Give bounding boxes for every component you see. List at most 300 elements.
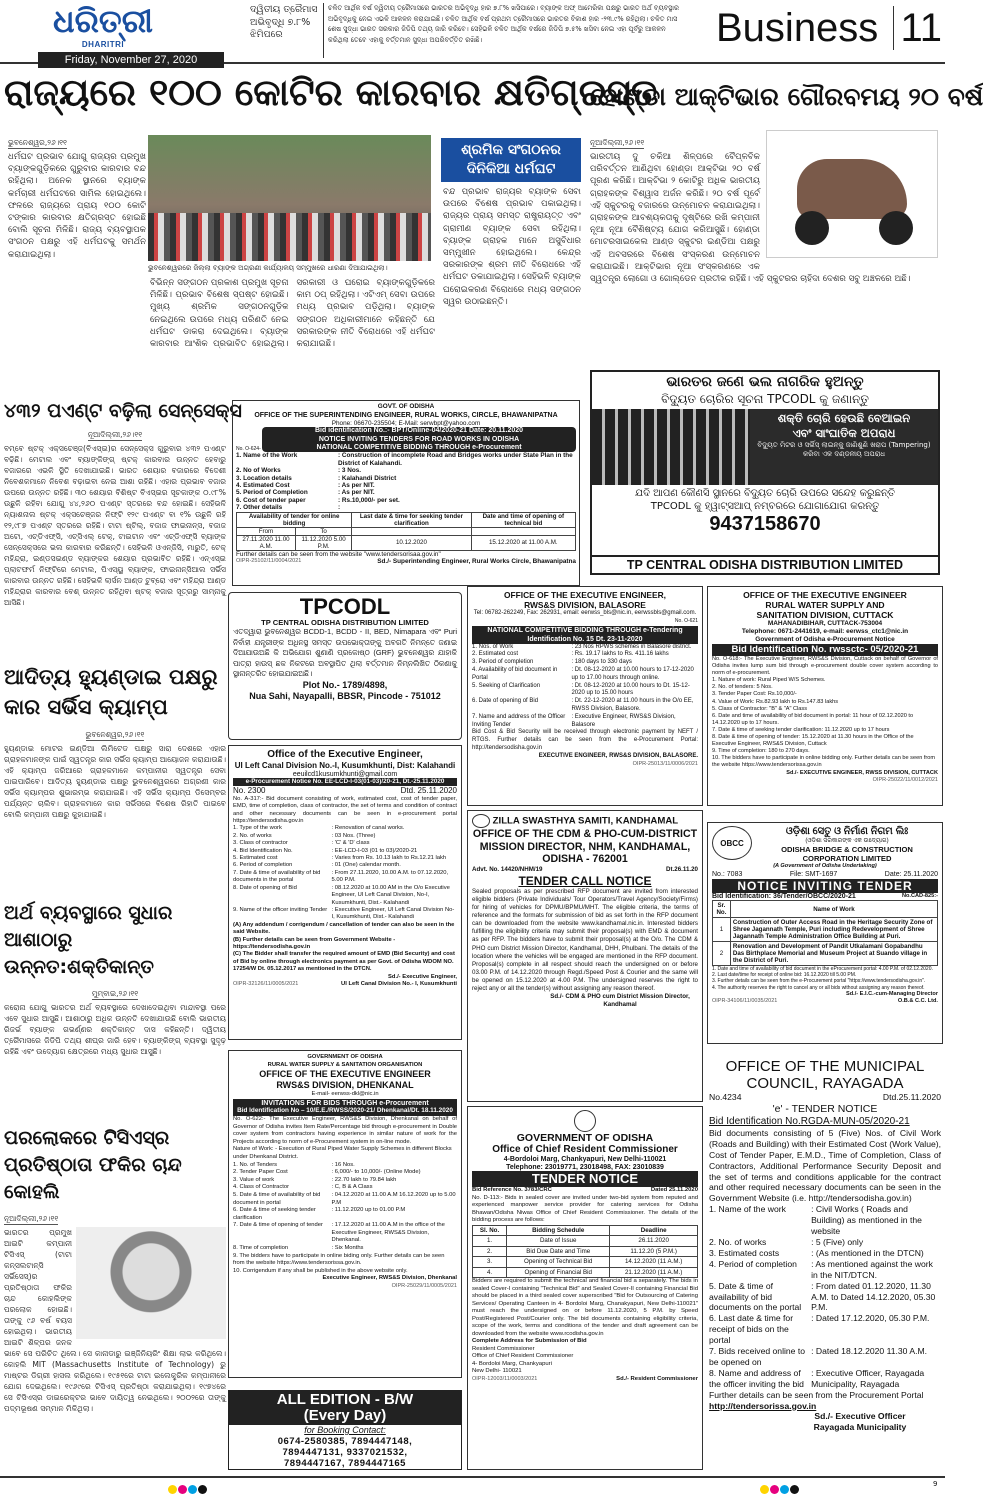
folio: 9	[933, 1480, 938, 1488]
detail-row	[233, 855, 457, 862]
ref-no: OIPR-12003/11/0003/2021	[472, 1375, 538, 1382]
address-title: Complete Address for Submission of Bid	[472, 1338, 587, 1344]
detail-value: : As per NIT.	[338, 489, 576, 496]
phone-numbers: 7894447131, 9337021532,	[282, 1447, 408, 1458]
detail-row	[233, 907, 457, 922]
honda-story	[590, 130, 938, 360]
td: 3.	[473, 1257, 507, 1268]
notice-no: No.4234	[709, 1092, 742, 1102]
notice-body: Bidders are required to submit the technical and financial bid a separately. The bids in sealed Cover-I containing "Technical Bid" and Sealed Cover-II containing Financial Bid should be placed in a third sealed cover superscribed "Bid for Outsourcing of Catering Services/ Operating Canteen in 4- Bordoloi Marg, Chanakyapuri, New Delhi-110021" must reach the undersigned on or before 11.12.2020, 5 P.M. by Speed Post/Registered Post/Courier only. The bid documents containing eligibility criteria, scope of the work, terms and conditions of the tender and draft agreement can be downloaded from the website www.rcodisha.gov.in	[472, 1278, 698, 1337]
detail-value: : 03 Nos. (Three)	[332, 833, 457, 840]
signature: Sd./- EXECUTIVE ENGINEER, RWSS DIVISION, CUTTACK	[786, 769, 938, 776]
notice-dhenkanal	[228, 1050, 462, 1378]
signature: Executive Engineer, RWS&S Division, Dhenkanal	[322, 1275, 457, 1282]
notice-office: RURAL WATER SUPPLY AND	[765, 600, 885, 610]
notice-contact: Tel: 06782-262249, Fax: 262931, email: eerwss_bls@nic.in, eerwssbls@gmail.com.	[473, 610, 697, 616]
detail-label: 2. Tender Paper Cost	[233, 1169, 288, 1176]
company-name: TP CENTRAL ODISHA DISTRIBUTION LIMITED	[261, 618, 429, 627]
detail-label: 7. Name and address of the Officer Inviting Tender	[472, 713, 566, 728]
story-body: ଭାରତର ପ୍ରମୁଖ ଆଇଟି କମ୍ପାନୀ ଟିସିଏସ୍ (ଟାଟା କନ୍‌ସଲଟାନ୍‌ସି ସର୍ଭିସେସ୍)ର ପ୍ରତିଷ୍ଠାତା ଫକିର ଚାନ୍ଦ କୋହଲିଙ୍କ ପରଲୋକ ହୋଇଛି। ତାଙ୍କୁ ୯୬ ବର୍ଷ ବୟସ ହୋଇଥିଲା। ଭାରତୀୟ ଆଇଟି ଶିଳ୍ପର ଜନକ ଭାବେ ସେ ପରିଚିତ ଥିଲେ। ସେ କାନାଡାରୁ ଇଞ୍ଜିନିୟରିଂ ଶିକ୍ଷା ଲାଭ କରିଥିଲେ। କୋହଲି MIT (Massachusetts Institute of Technology) ରୁ ମାଷ୍ଟର ଡିଗ୍ରୀ ହାସଲ କରିଥିଲେ। ୧୯୫୧ରେ ଟାଟା ଇଲେକ୍ଟ୍ରିକ କମ୍ପାନୀରେ ଯୋଗ ଦେଇଥିଲେ। ୧୯୬୯ରେ ଟିସିଏସ୍ ପ୍ରତିଷ୍ଠା କରାଯାଇଥିଲା। ୧୯୭୪ରେ ସେ ଟିସିଏସ୍‌ର ଡାଇରେକ୍ଟର ଭାବେ ଦାୟିତ୍ୱ ନେଇଥିଲେ। ୨୦୦୨ରେ ତାଙ୍କୁ ପଦ୍ମଭୂଷଣ ସମ୍ମାନ ମିଳିଥିଲା।	[4, 1228, 226, 1413]
detail-label: 1. Nos. of Work	[472, 643, 514, 650]
notice-date: Dtd.25.11.2020	[882, 1092, 941, 1102]
whatsapp-number: 9437158670	[709, 513, 821, 535]
td: 11.12.2020 5.00 P.M.	[295, 535, 351, 550]
strike-headline: ଶ୍ରମିକ ସଂଗଠନର ଦିନିକିଆ ଧର୍ମଘଟ	[441, 138, 581, 182]
footer-rule	[0, 1476, 945, 1478]
aditya-story	[4, 662, 226, 898]
detail-label: 8. Time of completion	[233, 1245, 289, 1252]
th: Date and time of opening of technical bid	[471, 512, 575, 527]
procurement-link[interactable]: http://tendersorissa.gov.in	[709, 1400, 817, 1411]
ad-title: ALL EDITION - B/W	[276, 1391, 414, 1408]
bid-id: Identification No. 15 Dt. 23-11-2020	[527, 635, 643, 643]
notice-title: NATIONAL COMPETITIVE BIDDING THROUGH e-Tendering	[487, 626, 683, 634]
ad-title: (Every Day)	[303, 1407, 387, 1424]
notice-title: INVITATIONS FOR BIDS THROUGH e-Procurement	[261, 1099, 429, 1107]
signature: Rayagada Municipality	[813, 1422, 907, 1433]
notice-office: RWS&S DIVISION, BALASORE	[524, 600, 646, 610]
detail-row	[233, 1177, 457, 1185]
bidding-schedule-table	[472, 1225, 698, 1279]
notice-office: RWS&S DIVISION, DHENKANAL	[276, 1080, 414, 1091]
notice-office: OFFICE OF THE EXECUTIVE ENGINEER	[259, 1069, 431, 1080]
notice-email: eeuilcd1kusumkhunti@gmail.com	[292, 771, 398, 778]
address-line: New Delhi- 110021	[472, 1368, 522, 1374]
detail-label: 5. Period of Completion	[236, 489, 308, 497]
address-line: Resident Commissioner	[472, 1345, 535, 1352]
story-body: ଧର୍ମଘଟ ପ୍ରଭାବ ଯୋଗୁ ରାଜ୍ୟର ପ୍ରମୁଖ ବ୍ୟାଙ୍କଗୁଡ଼ିକରେ ଗୁରୁବାର କାରବାର ବନ୍ଦ ରହିଥିଲା। ଅନେକ ସ୍ଥାନରେ ବ୍ୟାଙ୍କ କର୍ମଚାରୀ ଧର୍ମଘଟରେ ସାମିଲ ହୋଇଥିଲେ। ଫଳରେ ରାଜ୍ୟରେ ପ୍ରାୟ ୧୦୦ କୋଟି ଟଙ୍କାର କାରବାର କ୍ଷତିଗ୍ରସ୍ତ ହୋଇଛି ବୋଲି ସୂଚନା ମିଳିଛି। ରାଜ୍ୟ ବ୍ୟବସ୍ଥାପକ ସଂଗଠନ ପକ୍ଷରୁ ଏହି ଧର୍ମଘଟକୁ ସମର୍ଥନ କରାଯାଇଥିଲା।	[8, 152, 146, 260]
phone-numbers: 7894447167, 7894447165	[284, 1458, 406, 1469]
bid-id: Bid Identification No – 10/E.E./RWSS/2020-21/ Dhenkanal/Dt. 18.11.2020	[237, 1107, 453, 1115]
detail-value: : Renovation of canal works.	[332, 825, 457, 832]
detail-value: : Dt. 08-12-2020 at 10.00 hours to Dt. 15-12-2020 up to 15.00 hours	[571, 683, 698, 699]
dateline: ନୂଆଦିଲ୍ଲୀ,୨୬।୧୧	[4, 1214, 59, 1223]
detail-row	[472, 651, 698, 659]
detail-label: 3. Class of contractor	[233, 840, 288, 847]
detail-label: 7. Other details	[236, 504, 283, 512]
detail-label: 5. Date & time of availability of bid document in portal	[233, 1191, 321, 1206]
booking-ad	[228, 1390, 462, 1470]
headline: ୪୩୨ ପଏଣ୍ଟ ବଢ଼ିଲା ସେନ୍‌ସେକ୍ସ	[4, 400, 242, 422]
detail-row	[233, 1222, 457, 1245]
signature: Sd./- Superintending Engineer, Rural Works Circle, Bhawanipatna	[377, 558, 576, 566]
registration-dot	[780, 1485, 789, 1494]
detail-row	[233, 825, 457, 832]
detail-value: : 01 (One) calendar month.	[332, 862, 457, 869]
notice-footer: Further details can be seen from the Procurement Portal	[709, 1389, 924, 1400]
note: (A) Any addendum / corrigendum / cancellation of tender can also be seen in the said Website.	[233, 921, 455, 936]
notice-rayagada	[709, 1058, 941, 1470]
story-body: କରୋନା ଯୋଗୁ ଭାରତର ଅର୍ଥ ବ୍ୟବସ୍ଥାରେ ଦେଖାଦେଇଥିବା ମାନ୍ଦାବସ୍ଥା ପରେ ଏବେ ସୁଧାର ଆସୁଛି। ଆଶାଠାରୁ ଅଧିକ ଉନ୍ନତି ଦେଖାଯାଉଛି ବୋଲି ଭାରତୀୟ ରିଜର୍ଭ ବ୍ୟାଙ୍କ ଗଭର୍ଣ୍ଣର ଶକ୍ତିକାନ୍ତ ଦାସ କହିଛନ୍ତି। ଦ୍ୱିତୀୟ ତ୍ରୈମାସରେ ଜିଡିପି ତଥ୍ୟ ଶୀଘ୍ର ଜାରି ହେବ। ବ୍ୟାଙ୍କିଙ୍ଗ୍ ବ୍ୟବସ୍ଥା ସୁଦୃଢ଼ ରହିଛି ଏବଂ ଉଦ୍ୟୋଗ କ୍ଷେତ୍ରରେ ମଧ୍ୟ ସୁଧାର ଆସୁଛି।	[4, 1003, 226, 1056]
detail-row	[233, 1192, 457, 1207]
td: 15.12.2020 at 11.00 A.M.	[471, 535, 575, 550]
ad-subtitle: for Booking Contact:	[304, 1425, 386, 1435]
detail-label: 8. Name and address of the officer inviting the bid	[709, 1367, 804, 1389]
note: 9. The bidders have to participate in online biding only. Further details can be seen from the website https://www.tendersorissa.gov.in.	[233, 1252, 445, 1267]
registration-dot	[168, 1485, 177, 1494]
notice-tpcodl-grf	[228, 592, 462, 740]
signature: Sd./- Executive Engineer,	[388, 973, 457, 980]
detail-row	[472, 659, 698, 667]
notice-balasore	[467, 586, 703, 806]
notice-office: OFFICE OF THE CDM & PHO-CUM-DISTRICT MISSION DIRECTOR, NHM, KANDHAMAL, ODISHA - 762001	[472, 828, 698, 866]
detail-label: 2. No. of works	[233, 832, 272, 839]
list-item: 1. Nature of work: Rural Piped W/S Schemes.	[712, 677, 826, 684]
notice-email: E-mail- eerwss-dkl@nic.in	[311, 1091, 379, 1098]
detail-row	[233, 885, 457, 907]
detail-row	[233, 1207, 457, 1222]
ad-warning: ଶକ୍ତି ଚୋରି ହେଉଛି ବେଆଇନ	[777, 411, 911, 425]
detail-row	[236, 482, 576, 489]
td: 1	[713, 918, 731, 942]
main-story-col2: ବିଭିନ୍ନ ସଙ୍ଗଠନ ପ୍ରକାଶ ପ୍ରମୁଖ ସୂଚନା ମିଳିଛି। ପ୍ରଭାବ ବିଶେଷ ସ୍ପଷ୍ଟ ହୋଇଛି। ମୁଖ୍ୟ ଶ୍ରମିକ ସଙ୍ଗଠନଗୁଡ଼ିକ ନେଇଥିଲେ ଉପରେ ମଧ୍ୟ ପରିଣତି ନେଇ ଧର୍ମଘଟ ଡାକରା ଦେଇଥିଲେ। ବ୍ୟାଙ୍କ କାରବାର ଆଂଶିକ ପ୍ରଭାବିତ ହୋଇଥିଲା। ସରକାରୀ ଓ ଘରୋଇ ବ୍ୟାଙ୍କଗୁଡ଼ିକରେ କାମ ଠପ୍ ରହିଥିଲା। ଏଟିଏମ୍ ସେବା ଉପରେ ମଧ୍ୟ ପ୍ରଭାବ ପଡ଼ିଥିଲା। ବ୍ୟାଙ୍କ ସଙ୍ଗଠନ ଅଧିକାରୀମାନେ କହିଛନ୍ତି ଯେ ସରକାରଙ୍କ ନୀତି ବିରୋଧରେ ଏହି ଧର୍ମଘଟ କରାଯାଇଛି।	[150, 278, 435, 350]
td: Opening of Technical Bid	[507, 1257, 610, 1268]
detail-value: : 16 Nos.	[332, 1162, 457, 1170]
headline: ଆଦିତ୍ୟ ହ୍ୟୁଣ୍ଡାଇ ପକ୍ଷରୁ କାର ସର୍ଭିସ କ୍ୟାମ୍ପ	[4, 665, 218, 719]
notice-intro: No. A-317:- Bid document consisting of work, estimated cost, cost of tender paper, EMD, time of completion, class of contractor, the set of terms and condition of contract and other necessary documents can be seen in e-procurement portal https://tendersodisha.gov.in	[233, 795, 457, 825]
notice-intro: No. O-618:- The Executive Engineer, RWS&S Division, Cuttack on behalf of Governor of Odisha invites lump sum bid through e-procurement double cover system according to norm of e-procurement.	[712, 656, 938, 677]
story-body: ଭାରତୀୟ ଦୁ ଚକିଆ ଶିଳ୍ପରେ ବୈପ୍ଳବିକ ପରିବର୍ତ୍ତନ ଆଣିଥିବା ହୋଣ୍ଡା ଆକ୍ଟିଭା ୨୦ ବର୍ଷ ପୂରଣ କରିଛି। ଆକ୍ଟିଭା ୨ କୋଟିରୁ ଅଧିକ ଭାରତୀୟ ଗ୍ରାହକଙ୍କ ବିଶ୍ୱାସ ଅର୍ଜନ କରିଛି। ୨୦ ବର୍ଷ ପୂର୍ବେ ଏହି ସ୍କୁଟରକୁ ବଜାରରେ ଉନ୍ମୋଚନ କରାଯାଇଥିଲା। ଗ୍ରାହକଙ୍କ ଆବଶ୍ୟକତାକୁ ଦୃଷ୍ଟିରେ ରଖି କମ୍ପାନୀ ନୂଆ ନୂଆ ବୈଶିଷ୍ଟ୍ୟ ଯୋଗ କରିଆସୁଛି। ହୋଣ୍ଡା ମୋଟରସାଇକେଲ ଆଣ୍ଡ ସ୍କୁଟର ଇଣ୍ଡିଆ ପକ୍ଷରୁ ଏହି ଅବସରରେ ବିଶେଷ ସଂସ୍କରଣ ଉନ୍ମୋଚନ କରାଯାଇଛି। ଆକ୍ଟିଭାର ନୂଆ ସଂସ୍କରଣରେ ଏକ ସ୍ୱତନ୍ତ୍ର ଲୋଗୋ ଓ ଗୋଲ୍ଡେନ ପ୍ରତୀକ ରହିଛି। ଏହି ସ୍କୁଟରର ଚାହିଦା ଦେଶର ସବୁ ଅଞ୍ଚଳରେ ଅଛି।	[590, 152, 911, 285]
list-item: 9. Time of completion: 180 to 270 days.	[712, 748, 810, 755]
notice-title: NOTICE INVITING TENDERS FOR ROAD WORKS IN ODISHA	[318, 435, 520, 443]
notice-address: 4-Bordoloi Marg, Chankyapuri, New Delhi-110021	[503, 1156, 667, 1163]
list-item: 3. Further details can be seen from the e-Procurement portal "https://www.tendersodisha.gov.in".	[712, 978, 926, 985]
address-line: 4- Bordoloi Marg, Chankyapuri	[472, 1360, 552, 1367]
detail-label: 1. Name of the work	[709, 1204, 786, 1215]
detail-rows	[709, 1204, 941, 1389]
issue-date: Friday, November 27, 2020	[38, 52, 224, 68]
detail-value: : Dated 18.12.2020 11.30 A.M.	[811, 1346, 941, 1368]
signature: EXECUTIVE ENGINEER, RWS&S DIVISION, BALASORE.	[538, 752, 698, 759]
notice-bhawanipatna	[232, 400, 580, 586]
td: Bid Due Date and Time	[507, 1246, 610, 1257]
notice-crc	[467, 1106, 703, 1470]
address: Plot No.- 1789/4898,	[302, 679, 388, 690]
page-number: 11	[893, 6, 942, 50]
td: 2	[713, 942, 731, 966]
tender-schedule-table	[236, 512, 576, 551]
headline: ପରଲୋକରେ ଟିସିଏସ୍‌ର ପ୍ରତିଷ୍ଠାତା ଫକିର ଚାନ୍ଦ କୋହଲି	[4, 1127, 182, 1203]
list-item: 2. Last date/time for receipt of online bid: 16.12.2020 till 5.00 PM.	[712, 972, 857, 979]
detail-value: : Executive Engineer, RWS&S Division, Balasore	[571, 714, 698, 730]
main-headline: ରାଜ୍ୟରେ ୧୦୦ କୋଟିର କାରବାର କ୍ଷତିଗ୍ରସ୍ତ	[4, 71, 658, 114]
detail-label: 6. Last date & time for receipt of bids on the portal	[709, 1313, 794, 1346]
teaser-text: ଚଳିତ ଆର୍ଥିକ ବର୍ଷ ଦ୍ୱିତୀୟ ତ୍ରୈମାସରେ ଭାରତର ଅଭିବୃଦ୍ଧି ହାର ୭.୮% ଖସିପାରେ। ବ୍ୟାଙ୍କ ଅଫ୍ ଆମେରିକା ପକ୍ଷରୁ ଭାରତ ଅର୍ଥ ବ୍ୟବସ୍ଥାର ଅଭିବୃଦ୍ଧିକୁ ନେଇ ଏଭଳି ଆକଳନ କରାଯାଇଛି। ଚଳିତ ଆର୍ଥିକ ବର୍ଷ ପ୍ରଥମ ତ୍ରୈମାସରେ ଭାରତର ବିକାଶ ହାର -୨୩.୯% ରହିଥିଲା। ଚଳିତ ମାସ ଶେଷ ସୁଦ୍ଧା ଭାରତ ସରକାର ଜିଡିପି ତଥ୍ୟ ଜାରି କରିବେ। ସେହିଭଳି ଚଳିତ ଆର୍ଥିକ ବର୍ଷରେ ଜିଡିପି ୭.୫% ଖସିବା ନେଇ ଏହା ପୂର୍ବରୁ ଆକଳନ କରିଥିଲା ତେବେ ଏହାକୁ ବର୍ତ୍ତମାନ ସୁଦ୍ଧା ଅପରିବର୍ତ୍ତିତ ରଖିଛି।	[323, 3, 683, 58]
bid-id: Bid identification No.:- BPT/Online-04/2020-21 Date: 20.11.2020	[314, 427, 524, 435]
th: Last date & time for seeking tender clarification	[352, 512, 471, 527]
ref-no: OIPR-25102/11/0004/2021	[236, 558, 302, 565]
tpcodl-theft-ad	[590, 370, 940, 575]
notice-cuttack	[707, 586, 943, 806]
notice-kandhamal	[467, 810, 703, 1102]
td: 1.	[473, 1236, 507, 1247]
dateline: ଭୁବନେଶ୍ୱର,୨୬।୧୧	[85, 730, 145, 739]
detail-row	[236, 475, 576, 482]
item-list	[712, 677, 938, 769]
notice-no: No. 2300	[233, 785, 266, 795]
notice-body: Sealed proposals as per prescribed RFP document are invited from interested eligible bidders (Private Individuals/ Tour Operators/Travel Agency/Society/Firms) for hiring of vehicles for DPMU/BPMU/MHT. The eligible criteria, the terms of reference and the formats for submission of bid as set forth in the RFP document can be downloaded from the website www.kandhamal.nic.in. Interested bidders fulfilling the eligibility criteria may submit their proposal(s) with EMD & document as per RFP. The bidders have to submit their proposal(s) at the O/o. The CDM & PHO cum District Mission Director, Kandhamal, DHH, Phulbani. The details of the location where the vehicles will be engaged are mentioned in the RFP document. Proposal(s) complete in all respect should reach the undersigned on or before 03.00 P.M. of 14.12.2020 through Regd./Speed Post & Courier and the same will be opened on 15.12.2020 at 4.00 P.M. The undersigned reserves the right to reject any or all the tender(s) without assigning any reason thereof.	[472, 887, 698, 992]
list-item: 4. Value of Work: Rs.82.93 lakh to Rs.147.83 lakhs	[712, 698, 839, 705]
story-body: ବମ୍ବେ ଷ୍ଟକ୍ ଏକ୍ସଚେଞ୍ଜ(ବିଏସ୍‌ଇ)ର ସେନ୍‌ସେକ୍ସ ଗୁରୁବାର ୪୩୨ ପଏଣ୍ଟ ବଢ଼ିଛି। ମେଟାଲ ଏବଂ ବ୍ୟାଙ୍କିଙ୍ଗ୍ ଷ୍ଟକ୍ କାରବାର ଉନ୍ନତ ହେବାରୁ ବଜାରରେ ଏଭଳି ସ୍ଥିତି ଦେଖାଯାଇଛି। ଭାରତ ଶେୟାର ବଜାରରେ ବିଦେଶୀ ନିବେଶକମାନେ ନିବେଶ ବଢ଼ାଇବା ନେଇ ଆଶା ରହିଛି। ଏହାର ପ୍ରଭାବ ବଜାର ଉପରେ ଉନ୍ନତ ରହିଛି। ୩୦ ଶେୟାର ବିଶିଷ୍ଟ ବିଏସ୍‌ଇର ସୂଚକାଙ୍କ ୦.୯୮% ଉଛୁଳି ରହିବା ଯୋଗୁ ୪୪,୨୬୦ ପଏଣ୍ଟ ସ୍ତରରେ ବନ୍ଦ ହୋଇଛି। ସେହିଭଳି ନ୍ୟାଶନାଲ ଷ୍ଟକ୍ ଏକ୍ସଚେଞ୍ଜର ନିଫ୍ଟି ୧୨୯ ପଏଣ୍ଟ ବା ୧% ଉଛୁଳି ରହି ୧୨,୯୮୭ ପଏଣ୍ଟ ସ୍ତରରେ ରହିଛି। ଟାଟା ଷ୍ଟିଲ୍, ବଜାଜ ଫାଇନାନ୍ସ, ବଜାଜ ଅଟୋ, ଏଚ୍‌ଡିଏଫ୍‌ସି, ଏଚ୍‌ସିଏଲ୍ ଟେକ୍, ଟାଇଟାନ ଏବଂ ଏଚ୍‌ଡିଏଫ୍‌ସି ବ୍ୟାଙ୍କ ସେନ୍‌ସେକ୍ସରେ ଭଲ କାରବାର କରିଛନ୍ତି। ସେହିଭଳି ଓଏନ୍‌ଜିସି, ମାରୁତି, ଟେକ୍ ମହିନ୍ଦ୍ରା, ଇଣ୍ଡସଇଣ୍ଡ ବ୍ୟାଙ୍କର ଶେୟାର ପ୍ରଭାବିତ ରହିଛି। ଏନ୍‌ଏସ୍‌ଇ ପ୍ଲାଟଫର୍ମ ନିଫ୍ଟିରେ ମେଟାଲ, ପିଏସ୍‌ୟୁ ବ୍ୟାଙ୍କ, ଫାଇନାନ୍ସିଆଲ ସର୍ଭିସ କାରବାର ଉନ୍ନତ ରହିଛି। ସେହିଭଳି ଲାର୍ସନ ଆଣ୍ଡ ଟୁବ୍ରୋ ଏବଂ ମହିନ୍ଦ୍ରା ଆଣ୍ଡ ମହିନ୍ଦ୍ରାର କାରବାର ବେଶ୍ ଉନ୍ନତ ରହିଥିବା ଷ୍ଟକ୍ ବଜାର ସୂତ୍ରରୁ ସାମ୍ନାକୁ ଆସିଛି।	[4, 443, 226, 607]
detail-label: 4. Availability of bid document in Portal	[472, 666, 558, 681]
notice-office: SANITATION DIVISION, CUTTACK	[756, 610, 894, 620]
detail-row	[233, 870, 457, 885]
notice-office: OFFICE OF THE EXECUTIVE ENGINEER,	[504, 590, 666, 600]
org-sub-odia: (ଓଡ଼ିଶା ସରକାରଙ୍କ ଏକ ଉଦ୍ୟୋଗ)	[805, 838, 889, 844]
td: Opening of Financial Bid	[507, 1267, 610, 1278]
detail-value: : 22.70 lakh to 79.84 lakh	[332, 1177, 457, 1185]
detail-value: : Dt. 22-12-2020 at 11.00 hours in the O/o EE, RWSS Division, Balasore.	[571, 698, 698, 714]
notice-date: Date: 25.11.2020	[884, 871, 938, 878]
detail-value: : 08.12.2020 at 10.00 AM in the O/o Executive Engineer, UI Left Canal Division, No-I, Kusumkhunti, Dist.- Kalahandi	[332, 885, 457, 907]
detail-row	[233, 862, 457, 869]
list-item: 7. Date & time of seeking tender clarification: 11.12.2020 up to 17 hours	[712, 726, 890, 733]
honda-headline: ହୋଣ୍ଡା ଆକ୍ଟିଭାର ଗୌରବମୟ ୨୦ ବର୍ଷ	[590, 82, 983, 111]
detail-value: : 04.12.2020 at 11.00 A.M 16.12.2020 up to 5.00 P.M	[332, 1192, 457, 1207]
dateline: ଭୁବନେଶ୍ୱର,୨୬।୧୧	[8, 138, 67, 147]
detail-value: : 5 (Five) only	[811, 1237, 941, 1248]
section-header	[716, 4, 941, 54]
detail-row	[709, 1281, 941, 1314]
detail-row	[709, 1368, 941, 1390]
detail-label: 6. Period of completion	[233, 862, 293, 869]
detail-row	[472, 683, 698, 699]
th: Availability of tender for online bidding	[237, 512, 352, 527]
odisha-emblem-icon	[574, 1110, 596, 1132]
cad-no: No.CAD-825:-	[901, 893, 938, 899]
notice-ui-canal	[228, 745, 462, 1040]
detail-value: : 11.12.2020 up to 01.00 P.M	[332, 1207, 457, 1222]
detail-label: 4. Estimated Cost	[236, 482, 290, 490]
td: From	[237, 527, 296, 535]
jail-bars-image	[592, 409, 750, 485]
detail-row	[233, 833, 457, 840]
list-item: 4. The authority reserves the right to cancel any or all bids without assigning any reason thereof.	[712, 984, 925, 991]
detail-label: 6. Date of opening of Bid	[472, 698, 539, 705]
detail-row	[236, 497, 576, 504]
ad-line: ଭାରତର ଜଣେ ଭଲ ନାଗରିକ ହୁଅନ୍ତୁ	[666, 374, 864, 390]
notice-intro: No. O-622:- The Executive Engineer, RWS&S Division, Dhenkanal on behalf of Governor of Odisha invites Item Rate/Percentage bid through e-procurement in Double cover system from contractors having experience in similar nature of work for the Projects according to norm of e-Procurement system in on-line mode.	[233, 1115, 457, 1145]
notice-date: Dt.26.11.20	[666, 865, 698, 873]
detail-row	[236, 504, 576, 511]
detail-value: : Civil Works ( Roads and Building) as mentioned in the website	[811, 1204, 941, 1237]
dateline: ମୁମ୍ବାଇ,୨୬।୧୧	[91, 989, 139, 998]
td: 14.12.2020 (11 A.M.)	[610, 1257, 698, 1268]
th: Bidding Schedule	[507, 1225, 610, 1236]
detail-rows	[233, 1162, 457, 1253]
notice-title: Office of the Executive Engineer,	[267, 749, 423, 760]
note: (B) Further details can be seen from Government Website - https://tendersodisha.gov.in	[233, 936, 396, 950]
notice-govt: GOVERNMENT OF ODISHA	[516, 1132, 654, 1144]
notice-date: Dtd. 25.11.2020	[400, 785, 457, 795]
nature-of-work: Nature of Work: - Execution of Rural Piped Water Supply Schemes in different Blocks under Dhenkanal District.	[233, 1146, 452, 1160]
notice-body: ଏତଦ୍ୱାରା ଭୁବନେଶ୍ୱର BCDD-1, BCDD - II, BED, Nimapara ଏବଂ Puri ନିର୍ବାହୀ ଯନ୍ତ୍ରୀଙ୍କ ଅଧିନସ୍ଥ ସମସ୍ତ ଉପଭୋକ୍ତାଙ୍କୁ ଅବଗତି ନିମନ୍ତେ ଜଣାଇ ଦିଆଯାଉଅଛି କି ଅଭିଯୋଗ ଶୁଣାଣି ପ୍ରକୋଷ୍ଠ (GRF) ଭୁବନେଶ୍ୱର ଯାହାକି ପାତ୍ରା ହାଉସ୍ ଛକ ନିକଟରେ ଅବସ୍ଥାପିତ ଥିଲା ବର୍ତ୍ତମାନ ନିମ୍ନଲିଖିତ ଠିକଣାକୁ ସ୍ଥାନାନ୍ତରିତ ହୋଇଯାଇଅଛି।	[233, 627, 457, 679]
sensex-story	[4, 400, 242, 662]
ad-line: ବିଦ୍ୟୁତ ଚୋରିର ସୂଚନା TPCODL କୁ ଜଣାନ୍ତୁ	[661, 392, 869, 406]
list-item: 6. Date and time of availability of bid document in portal: 11 hour of 02.12.2020 to 14.12.2020 up to 17 hours.	[712, 712, 914, 726]
detail-label: 2. No. of works	[709, 1236, 767, 1247]
detail-value: : From 27.11.2020, 10.00 A.M. to 07.12.2020, 5.00 P.M.	[332, 870, 457, 885]
notice-intro: No. D-113:- Bids in sealed cover are invited under two-bid system from reputed and experienced manpower service provider for catering services for Odisha Bhawan/Odisha Niwas Office of Chief Resident Commissioner. The details of the bidding process are follows:	[472, 1194, 698, 1223]
detail-value: : Rs.10,000/- per set.	[338, 497, 576, 504]
detail-row	[709, 1204, 941, 1237]
detail-rows	[472, 644, 698, 730]
detail-value: : Kalahandi District	[338, 475, 576, 482]
detail-row	[233, 848, 457, 855]
bid-ref: Bid Reference No. 3783/CRC	[472, 1187, 552, 1193]
detail-label: 2. Estimated cost	[472, 651, 519, 658]
notice-org: ZILLA SWASTHYA SAMITI, KANDHAMAL	[492, 815, 679, 827]
detail-value: : As mentioned against the work in the NIT/DTCN.	[811, 1259, 941, 1281]
th: Sl. No.	[473, 1225, 507, 1236]
th: Name of Work	[730, 901, 937, 918]
org-sub: (A Government of Odisha Undertaking)	[773, 863, 877, 869]
detail-label: 3. Value of work	[233, 1176, 275, 1183]
list-item: 1. Date and time of availability of bid document in the eProcurement portal: 4.00 P.M. of 02.12.2020.	[712, 966, 933, 972]
org-name-odia: ଓଡ଼ିଶା ସେତୁ ଓ ନିର୍ମାଣ ନିଗମ ଲିଃ	[785, 826, 909, 837]
scooter-image	[766, 130, 938, 258]
ad-line: TPCODL କୁ ହ୍ୱାଟ୍‌ସଆପ୍ ନମ୍ବରରେ ଯୋଗାଯୋଗ କରନ୍ତୁ	[650, 501, 880, 512]
detail-row	[472, 698, 698, 714]
ad-warning: ବିଦ୍ୟୁତ ମିଟର ଓ ସର୍ଭିସ୍ ଲାଇନ୍‌କୁ ଜାଣିଶୁଣି ଖରାପ (Tampering) କରିବା ଏକ ଦଣ୍ଡନୀୟ ଅପରାଧ	[757, 441, 931, 458]
notice-address: MAHANADIBIHAR, CUTTACK-753004	[767, 620, 883, 627]
td: Renovation and Development of Pandit Utkalamani Gopabandhu Das Birthplace Memorial and Museum Project at Suando village in the District of Puri.	[730, 942, 937, 966]
detail-row	[709, 1259, 941, 1281]
ref-no: OIPR-34106/11/0035/2021	[712, 997, 778, 1004]
td: 2.	[473, 1246, 507, 1257]
detail-value: : EE-LCD-I-03 (01 to 03)/2020-21	[332, 848, 457, 855]
item-list	[712, 966, 938, 991]
org-name: ODISHA BRIDGE & CONSTRUCTION CORPORATION LIMITED	[781, 845, 913, 863]
address: Nua Sahi, Nayapalli, BBSR, Pincode - 751012	[249, 690, 441, 701]
detail-rows	[236, 452, 576, 511]
detail-label: 8. Date of opening of Bid	[233, 884, 297, 891]
registration-dot	[770, 1485, 779, 1494]
notice-subtitle: Government of Odisha e-Procurement Notice	[755, 636, 895, 643]
detail-value: : Executive Engineer, UI Left Canal Division No-I, Kusumkhunti, Dist.- Kalahandi	[332, 907, 457, 922]
notice-office: OFFICE OF THE SUPERINTENDING ENGINEER, RURAL WORKS, CIRCLE, BHAWANIPATNA	[254, 411, 558, 419]
detail-value: : From dated 01.12.2020, 11.30 A.M. to Dated 14.12.2020, 05.30 P.M.	[811, 1281, 941, 1314]
detail-row	[709, 1237, 941, 1248]
detail-value: : C, B & A Class	[332, 1184, 457, 1192]
story-body: ହ୍ୟୁଣ୍ଡାଇ ମୋଟର ଇଣ୍ଡିଆ ଲିମିଟେଡ ପକ୍ଷରୁ ସାରା ଦେଶରେ ଏହାର ଗ୍ରାହକମାନଙ୍କ ପାଇଁ ସ୍ୱତନ୍ତ୍ର କାର ସର୍ଭିସ କ୍ୟାମ୍ପ ଆୟୋଜନ କରାଯାଉଛି। ଏହି କ୍ୟାମ୍ପ ଜରିଆରେ ଗ୍ରାହକମାନେ କମ୍ପାନୀର ସ୍ୱତନ୍ତ୍ର ସେବା ପାଇପାରିବେ। ଆଦିତ୍ୟ ହ୍ୟୁଣ୍ଡାଇ ପକ୍ଷରୁ ଭୁବନେଶ୍ୱରରେ ଅଗ୍ରଣୀ କାର ସର୍ଭିସ କ୍ୟାମ୍ପର ଶୁଭାରମ୍ଭ କରାଯାଇଛି। ଏହି ସର୍ଭିସ କ୍ୟାମ୍ପ ଡିସେମ୍ବର ପର୍ଯ୍ୟନ୍ତ ଚାଲିବ। ଗ୍ରାହକମାନେ କାର ସର୍ଭିସରେ ବିଶେଷ ରିହାତି ପାଇବେ ବୋଲି କମ୍ପାନୀ ପକ୍ଷରୁ କୁହାଯାଇଛି।	[4, 744, 226, 819]
notice-title: 'e' - TENDER NOTICE	[772, 1102, 878, 1115]
strike-body: ବନ୍ଦ ପ୍ରଭାବ ରାଜ୍ୟର ବ୍ୟାଙ୍କ ସେବା ଉପରେ ବିଶେଷ ପ୍ରଭାବ ପକାଇଥିଲା। ରାଜ୍ୟର ପ୍ରାୟ ସମସ୍ତ ରାଷ୍ଟ୍ରାୟତ୍ତ ଏବଂ ଗ୍ରାମୀଣ ବ୍ୟାଙ୍କ ସେବା ରହିଥିଲା। ବ୍ୟାଙ୍କ ଗ୍ରାହକ ମାନେ ଅସୁବିଧାର ସମ୍ମୁଖୀନ ହୋଇଥିଲେ। କେନ୍ଦ୍ର ସରକାରଙ୍କ ଶ୍ରମ ନୀତି ବିରୋଧରେ ଏହି ଧର୍ମଘଟ ଡକାଯାଇଥିଲା। ସେହିଭଳି ବ୍ୟାଙ୍କ ଘରୋଇକରଣ ବିରୋଧରେ ମଧ୍ୟ ସଙ୍ଗଠନ ସ୍ୱର ଉଠାଇଛନ୍ତି।	[443, 187, 581, 307]
detail-value: : 17.12.2020 at 11.00 A.M in the office of the Executive Engineer, RWS&S Division, Dhenkanal.	[332, 1222, 457, 1245]
td: To	[295, 527, 351, 535]
further-details: Further details can be seen from the website "www.tendersorisaa.gov.in"	[236, 550, 441, 558]
notice-obcc	[707, 822, 943, 1044]
detail-row	[233, 1184, 457, 1192]
detail-row	[709, 1313, 941, 1346]
signature: Sd./- CDM & PHO cum District Mission Director, Kandhamal	[550, 993, 690, 1009]
detail-row	[233, 1245, 457, 1253]
notice-office: UI Left Canal Division No.-I, Kusumkhunti, Dist: Kalahandi	[234, 761, 456, 770]
notice-title: NATIONAL COMPETITIVE BIDDING THROUGH e-Procurement	[316, 444, 522, 451]
detail-label: 7. Date & time of opening of tender	[233, 1222, 323, 1229]
signature: Sd./- Executive Officer	[814, 1411, 906, 1422]
td: 21.12.2020 (11 A.M.)	[610, 1267, 698, 1278]
notice-contact: Telephone: 0671-2441619, e-mail: eerwss_ctc1@nic.in	[741, 628, 909, 635]
detail-label: 4. Period of completion	[709, 1258, 797, 1269]
nhm-logo	[472, 814, 490, 828]
notice-govt: GOVERNMENT OF ODISHA	[307, 1054, 383, 1060]
signature: O.B.& C.C. Ltd.	[897, 997, 938, 1004]
td: 26.11.2020	[610, 1236, 698, 1247]
detail-label: 1. Name of the Work	[236, 452, 298, 460]
detail-label: 7. Date & time of availability of bid documents in the portal	[233, 869, 321, 884]
notice-number: e-Procurement Notice No. EE-LCD-I-03(01-03)/20-21, Dt.-25.11.2020	[233, 778, 457, 785]
notice-date: Dated 25.11.2020	[650, 1187, 698, 1193]
notice-intro: Bid documents consisting of 5 (Five) Nos. of Civil Work (Roads and Building) with their Estimated Cost (Work Value), Cost of Tender Paper, E.M.D., Time of Completion, Class of Contractors, Additional Performance Security Deposit and the set of terms and conditions applicable for the contract and other required necessary documents can be seen in the Government Website (i.e. http://tendersodisha.gov.in)	[709, 1127, 941, 1204]
artha-story	[4, 900, 226, 1122]
note: (C) The Bidder shall transfer the required amount of EMD (Bid Security) and cost of Bid by online through electronics payment as per Govt. of Odisha WDOM NO. 17254/W Dt. 05.12.2017 as mentioned in the DTCN.	[233, 951, 455, 973]
obcc-logo: OBCC	[712, 826, 752, 860]
ref-no: OIPR-25029/11/0005/2021	[391, 1283, 457, 1290]
detail-label: 1. No. of Tenders	[233, 1161, 278, 1168]
detail-label: 7. Bids received online to be opened on	[709, 1346, 806, 1367]
detail-label: 3. Estimated costs	[709, 1247, 780, 1258]
list-item: 3. Tender Paper Cost: Rs.10,000/-	[712, 691, 797, 698]
bid-id: Bid Identification No.RGDA-MUN-05/2020-21	[709, 1115, 910, 1127]
detail-label: 3. Period of completion	[472, 659, 534, 666]
main-story-col1	[8, 130, 146, 395]
phone-numbers: 0674-2580385, 7894447148,	[277, 1436, 413, 1447]
ad-line: ଯଦି ଆପଣ କୌଣସି ସ୍ଥାନରେ ବିଦ୍ୟୁତ ଚୋରି ଉପରେ ସନ୍ଦେହ କରୁଛନ୍ତି	[635, 488, 895, 499]
bid-id: Bid Identification: 36/Tender/OBCC/2020-21	[712, 893, 856, 900]
notice-title: TENDER CALL NOTICE	[518, 873, 652, 888]
detail-label: 4. Bid Identification No.	[233, 847, 293, 854]
ad-warning: ଏବଂ ସାଂଘାତିକ ଅପରାଧ	[792, 426, 896, 440]
signature: Sd./- Resident Commissioner	[616, 1375, 698, 1382]
td: 10.12.2020	[352, 535, 471, 550]
notice-contact: Phone: 06670-235504; E-Mail: serwbpt@yahoo.com	[331, 419, 481, 427]
ad-footer: TP CENTRAL ODISHA DISTRIBUTION LIMITED	[592, 555, 938, 573]
registration-dot	[178, 1485, 187, 1494]
list-item: 10. The bidders have to participate in online bidding only. Further details can be seen from the website https://www.tendersorissa.gov.in	[712, 755, 936, 769]
advt-no: Advt. No. 14420/NHM/19	[472, 865, 543, 873]
dateline: ନୂଆଦିଲ୍ଲୀ,୨୬।୧୧	[590, 138, 645, 147]
detail-row	[233, 840, 457, 847]
detail-value: : 6,000/- to 10,000/- (Online Mode)	[332, 1169, 457, 1177]
address-line: Office of Chief Resident Commissioner	[472, 1353, 574, 1359]
masthead-logo: ଧରିତ୍ରୀ DHARITRI	[53, 2, 153, 49]
detail-value: : 3 Nos.	[338, 467, 576, 474]
detail-value: : Varies from Rs. 10.13 lakh to Rs.12.21 lakh	[332, 855, 457, 862]
notice-office: OFFICE OF THE MUNICIPAL COUNCIL, RAYAGADA	[725, 1058, 925, 1092]
ref-no: OIPR-32126/11/0005/2021	[233, 980, 299, 987]
detail-value: : As per NIT.	[338, 482, 576, 489]
detail-label: 2. No of Works	[236, 467, 281, 475]
detail-value: : Dated 17.12.2020, 05.30 P.M.	[811, 1313, 941, 1346]
detail-label: 5. Seeking of Clarification	[472, 682, 541, 689]
detail-row	[709, 1248, 941, 1259]
notice-contact: Telephone: 23019771, 23018498, FAX: 23010839	[506, 1163, 664, 1171]
teaser-title: ଦ୍ୱିତୀୟ ତ୍ରୈମାସ ଅଭିବୃଦ୍ଧି ୭.୮% ଝିମିପରେ	[250, 4, 318, 40]
detail-label: 1. Type of the work	[233, 825, 282, 832]
notice-office: Office of Chief Resident Commissioner	[492, 1144, 678, 1155]
kohli-story	[4, 1125, 226, 1470]
notice-title: TENDER NOTICE	[472, 1171, 698, 1187]
detail-row	[472, 667, 698, 683]
registration-dot	[198, 1485, 207, 1494]
detail-row	[236, 489, 576, 496]
notice-footer: Bid Cost & Bid Security will be received through electronic payment by NEFT / RTGS. Further details can be seen from the e-Procurement Portal: http://tendersodisha.gov.in	[472, 729, 698, 751]
notice-number: No. O-624-	[236, 446, 261, 453]
notice-title: NOTICE INVITING TENDER	[712, 879, 938, 893]
detail-value: : 23 Nos RPWS schemes in Balasore district.	[571, 644, 698, 652]
detail-row	[472, 714, 698, 730]
